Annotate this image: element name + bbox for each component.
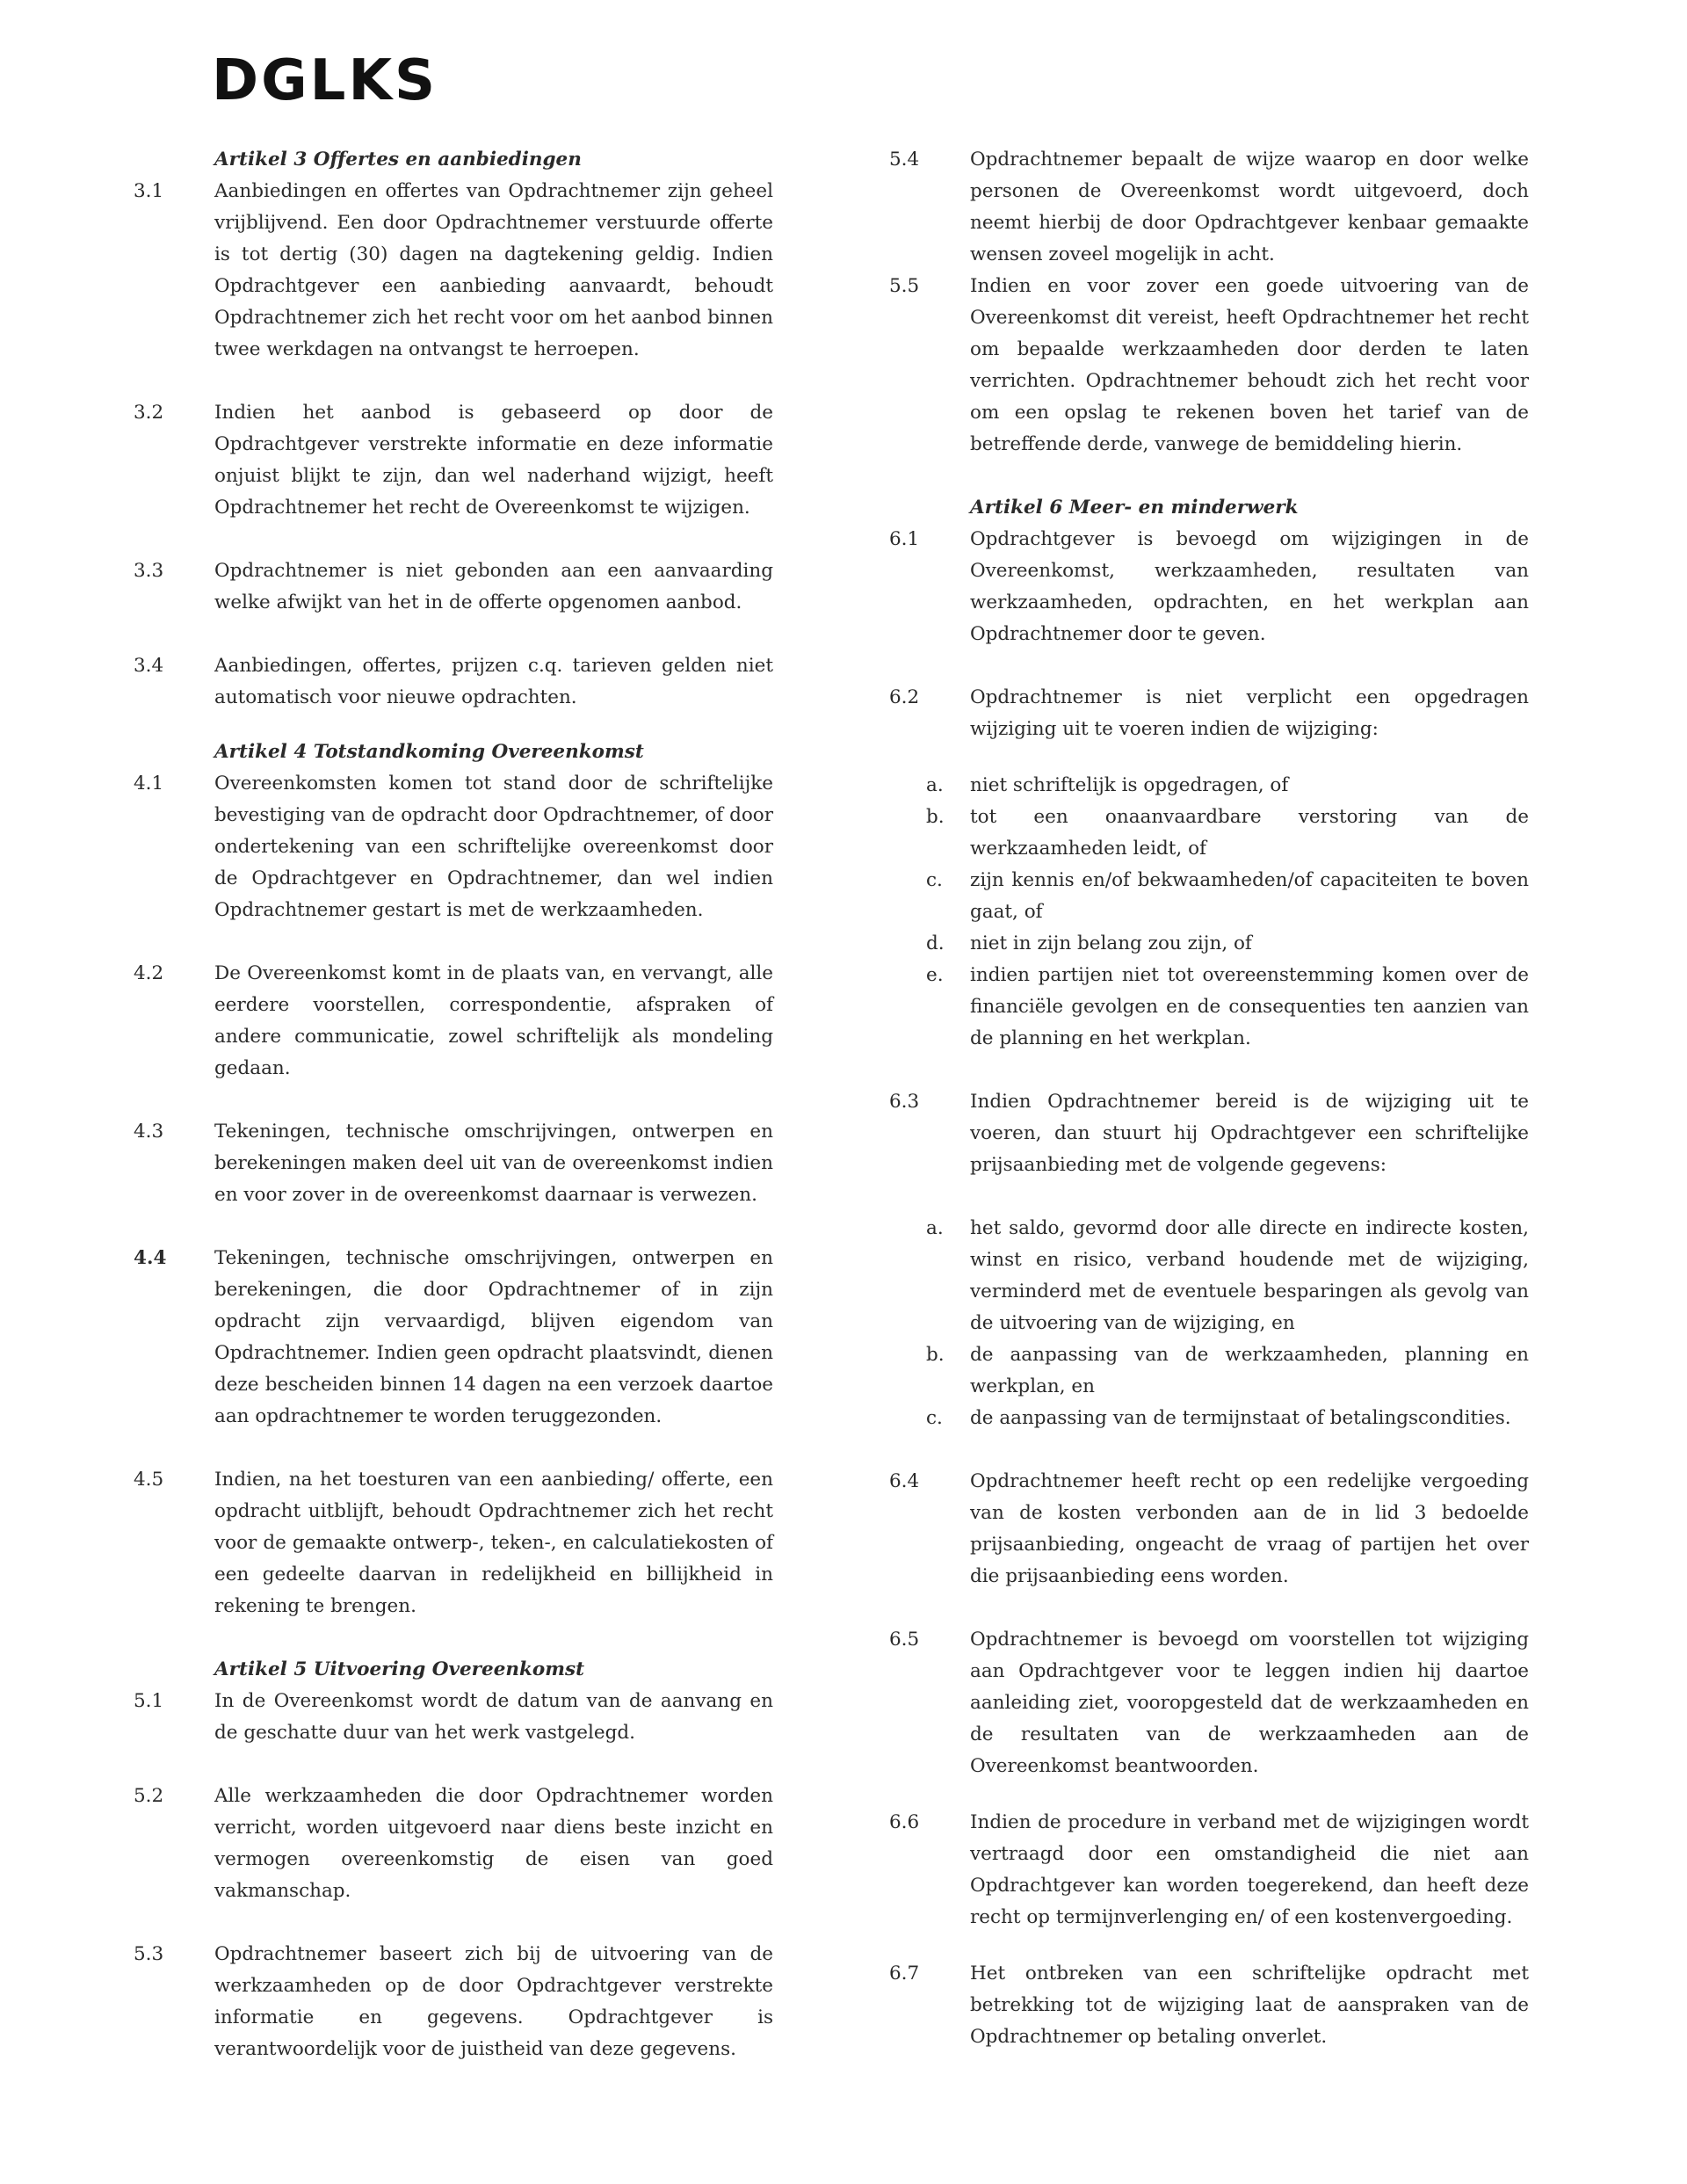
clause-letter: a.	[926, 774, 944, 796]
clause-5-3	[123, 1939, 773, 2065]
clause-5-1	[123, 1686, 773, 1749]
clause-text: De Overeenkomst komt in de plaats van, en vervangt, alle eerdere voorstellen, correspondentie, afspraken of andere communicatie, zowel schriftelijk als mondeling gedaan.	[214, 962, 773, 1079]
right-column	[879, 144, 1529, 2053]
clause-3-2	[123, 397, 773, 524]
clause-text: Tekeningen, technische omschrijvingen, ontwerpen en berekeningen maken deel uit van de overeenkomst indien en voor zover in de overeenkomst daarnaar is verwezen.	[214, 1121, 773, 1206]
clause-4-3	[123, 1116, 773, 1211]
clause-number: 5.3	[134, 1943, 164, 1965]
clause-number: 6.6	[889, 1811, 920, 1833]
clause-text: Indien de procedure in verband met de wijzigingen wordt vertraagd door een omstandigheid die niet aan Opdrachtgever kan worden toegerekend, dan heeft deze recht op termijnverlenging en/ of een kostenvergoeding.	[970, 1811, 1529, 1928]
clause-letter: e.	[926, 964, 944, 986]
clause-6-2-c	[879, 865, 1529, 928]
clause-text: Opdrachtnemer is niet gebonden aan een aanvaarding welke afwijkt van het in de offerte opgenomen aanbod.	[214, 560, 773, 613]
clause-4-5	[123, 1464, 773, 1622]
clause-letter: a.	[926, 1217, 944, 1239]
left-column	[123, 144, 773, 2065]
clause-5-5	[879, 271, 1529, 461]
clause-text: Opdrachtnemer heeft recht op een redelijke vergoeding van de kosten verbonden aan de in lid 3 bedoelde prijsaanbieding, ongeacht de vraag of partijen het over die prijsaanbieding eens worden.	[970, 1470, 1529, 1587]
clause-3-3	[123, 555, 773, 619]
clause-number: 4.5	[134, 1469, 164, 1491]
clause-text: Indien en voor zover een goede uitvoering van de Overeenkomst dit vereist, heeft Opdrachtnemer het recht om bepaalde werkzaamheden door derden te laten verrichten. Opdrachtnemer behoudt zich het recht voor om een opslag te rekenen boven het tarief van de betreffende derde, vanwege de bemiddeling hierin.	[970, 275, 1529, 455]
clause-text: Opdrachtgever is bevoegd om wijzigingen in de Overeenkomst, werkzaamheden, resultaten van werkzaamheden, opdrachten, en het werkplan aan Opdrachtnemer door te geven.	[970, 528, 1529, 645]
clause-6-3	[879, 1086, 1529, 1181]
clause-6-4	[879, 1466, 1529, 1593]
clause-text: Alle werkzaamheden die door Opdrachtnemer worden verricht, worden uitgevoerd naar diens beste inzicht en vermogen overeenkomstig de eisen van goed vakmanschap.	[214, 1785, 773, 1902]
clause-5-2	[123, 1781, 773, 1907]
clause-text: de aanpassing van de termijnstaat of betalingscondities.	[970, 1407, 1511, 1429]
clause-6-2-e	[879, 960, 1529, 1055]
clause-letter: d.	[926, 932, 945, 954]
clause-6-5	[879, 1624, 1529, 1782]
clause-text: Aanbiedingen, offertes, prijzen c.q. tarieven gelden niet automatisch voor nieuwe opdrachten.	[214, 655, 773, 708]
clause-number: 6.1	[889, 528, 920, 550]
clause-4-1	[123, 768, 773, 926]
clause-letter: c.	[926, 1407, 943, 1429]
article-6-heading: Artikel 6 Meer- en minderwerk	[970, 497, 1299, 519]
clause-text: de aanpassing van de werkzaamheden, planning en werkplan, en	[970, 1344, 1529, 1397]
clause-6-2-a	[879, 770, 1529, 802]
clause-number: 3.1	[134, 180, 164, 202]
clause-number: 5.1	[134, 1690, 164, 1712]
clause-text: niet schriftelijk is opgedragen, of	[970, 774, 1289, 796]
clause-text: Indien Opdrachtnemer bereid is de wijziging uit te voeren, dan stuurt hij Opdrachtgever een schriftelijke prijsaanbieding met de volgende gegevens:	[970, 1091, 1529, 1176]
clause-number: 3.2	[134, 402, 164, 424]
clause-number: 6.7	[889, 1963, 920, 1984]
clause-number: 6.2	[889, 686, 920, 708]
clause-6-3-c	[879, 1403, 1529, 1434]
clause-letter: b.	[926, 1344, 945, 1366]
clause-text: het saldo, gevormd door alle directe en indirecte kosten, winst en risico, verband houdende met de wijziging, verminderd met de eventuele besparingen als gevolg van de uitvoering van de wijziging, en	[970, 1217, 1529, 1334]
clause-6-3-b	[879, 1339, 1529, 1403]
clause-5-4	[879, 144, 1529, 271]
clause-text: In de Overeenkomst wordt de datum van de aanvang en de geschatte duur van het werk vastgelegd.	[214, 1690, 773, 1744]
clause-number: 4.2	[134, 962, 164, 984]
clause-text: Tekeningen, technische omschrijvingen, ontwerpen en berekeningen, die door Opdrachtnemer of in zijn opdracht zijn vervaardigd, blijven eigendom van Opdrachtnemer. Indien geen opdracht plaatsvindt, dienen deze bescheiden binnen 14 dagen na een verzoek daartoe aan opdrachtnemer te worden teruggezonden.	[214, 1247, 773, 1427]
clause-text: Indien, na het toesturen van een aanbieding/ offerte, een opdracht uitblijft, behoudt Opdrachtnemer zich het recht voor de gemaakte ontwerp-, teken-, en calculatiekosten of een gedeelte daarvan in redelijkheid en billijkheid in rekening te brengen.	[214, 1469, 773, 1617]
article-4-heading: Artikel 4 Totstandkoming Overeenkomst	[214, 741, 644, 763]
clause-number: 3.4	[134, 655, 164, 677]
clause-text: Indien het aanbod is gebaseerd op door de Opdrachtgever verstrekte informatie en deze informatie onjuist blijkt te zijn, dan wel naderhand wijzigt, heeft Opdrachtnemer het recht de Overeenkomst te wijzigen.	[214, 402, 773, 519]
clause-number: 5.4	[889, 149, 920, 171]
clause-number: 5.5	[889, 275, 920, 297]
clause-6-3-a	[879, 1213, 1529, 1339]
clause-number: 4.1	[134, 773, 164, 795]
clause-6-6	[879, 1807, 1529, 1934]
clause-6-2-d	[879, 928, 1529, 960]
article-5-heading: Artikel 5 Uitvoering Overeenkomst	[214, 1658, 585, 1680]
clause-6-2-b	[879, 802, 1529, 865]
clause-number: 6.3	[889, 1091, 920, 1113]
clause-number: 6.4	[889, 1470, 920, 1492]
clause-4-2	[123, 958, 773, 1085]
clause-letter: c.	[926, 869, 943, 891]
article-3-heading: Artikel 3 Offertes en aanbiedingen	[214, 149, 582, 171]
clause-text: Opdrachtnemer baseert zich bij de uitvoering van de werkzaamheden op de door Opdrachtgever verstrekte informatie en gegevens. Opdrachtgever is verantwoordelijk voor de juistheid van deze gegevens.	[214, 1943, 773, 2060]
clause-text: Aanbiedingen en offertes van Opdrachtnemer zijn geheel vrijblijvend. Een door Opdrachtnemer verstuurde offerte is tot dertig (30) dagen na dagtekening geldig. Indien Opdrachtgever een aanbieding aanvaardt, behoudt Opdrachtnemer zich het recht voor om het aanbod binnen twee werkdagen na ontvangst te herroepen.	[214, 180, 773, 360]
clause-text: Het ontbreken van een schriftelijke opdracht met betrekking tot de wijziging laat de aanspraken van de Opdrachtnemer op betaling onverlet.	[970, 1963, 1529, 2048]
clause-text: indien partijen niet tot overeenstemming komen over de financiële gevolgen en de consequenties ten aanzien van de planning en het werkplan.	[970, 964, 1529, 1049]
clause-number: 6.5	[889, 1629, 920, 1651]
clause-number: 3.3	[134, 560, 164, 582]
clause-text: Overeenkomsten komen tot stand door de schriftelijke bevestiging van de opdracht door Opdrachtnemer, of door ondertekening van een schriftelijke overeenkomst door de Opdrachtgever en Opdrachtnemer, dan wel indien Opdrachtnemer gestart is met de werkzaamheden.	[214, 773, 773, 921]
clause-text: Opdrachtnemer is bevoegd om voorstellen tot wijziging aan Opdrachtgever voor te leggen indien hij daartoe aanleiding ziet, vooropgesteld dat de werkzaamheden en de resultaten van de werkzaamheden aan de Overeenkomst beantwoorden.	[970, 1629, 1529, 1777]
clause-number: 5.2	[134, 1785, 164, 1807]
clause-text: Opdrachtnemer bepaalt de wijze waarop en door welke personen de Overeenkomst wordt uitgevoerd, doch neemt hierbij de door Opdrachtgever kenbaar gemaakte wensen zoveel mogelijk in acht.	[970, 149, 1529, 265]
clause-6-7	[879, 1958, 1529, 2053]
clause-3-4	[123, 650, 773, 714]
clause-number: 4.3	[134, 1121, 164, 1143]
clause-letter: b.	[926, 806, 945, 828]
company-logo: DGLKS	[212, 48, 438, 113]
clause-text: Opdrachtnemer is niet verplicht een opgedragen wijziging uit te voeren indien de wijziging:	[970, 686, 1529, 740]
clause-number: 4.4	[134, 1247, 167, 1269]
clause-text: tot een onaanvaardbare verstoring van de werkzaamheden leidt, of	[970, 806, 1529, 860]
clause-text: zijn kennis en/of bekwaamheden/of capaciteiten te boven gaat, of	[970, 869, 1529, 923]
clause-text: niet in zijn belang zou zijn, of	[970, 932, 1252, 954]
clause-6-2	[879, 682, 1529, 745]
clause-4-4	[123, 1243, 773, 1433]
clause-6-1	[879, 524, 1529, 650]
clause-3-1	[123, 176, 773, 366]
